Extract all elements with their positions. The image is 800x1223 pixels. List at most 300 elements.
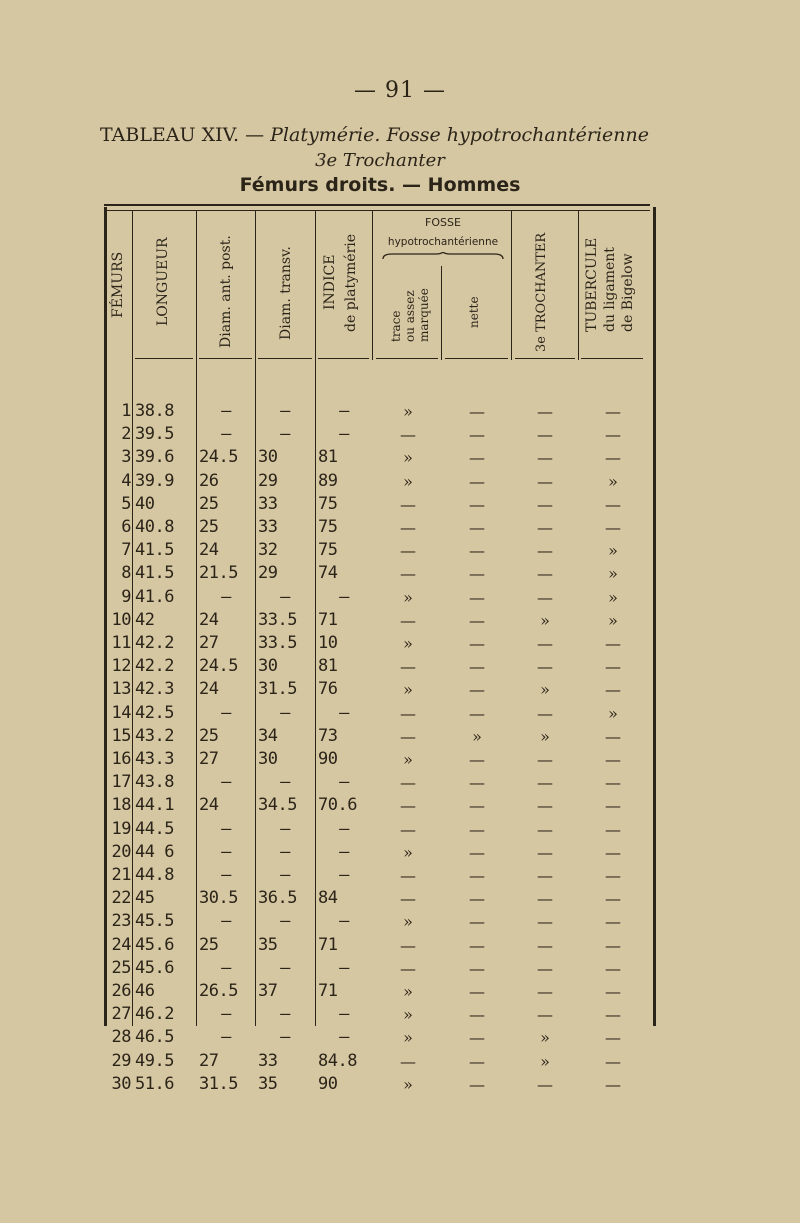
table-cell-tub: — [605, 1005, 621, 1025]
table-cell-ap: — [221, 586, 231, 607]
table-cell-n: 6 [121, 517, 131, 537]
table-cell-troch: — [537, 1074, 553, 1094]
table-cell-tr: — [280, 702, 290, 723]
table-cell-nette: — [469, 402, 485, 421]
table-cell-tub: — [605, 866, 621, 885]
table-cell-tub: — [605, 982, 621, 1001]
table-cell-nette: — [469, 1028, 485, 1048]
table-cell-tub: — [605, 518, 621, 537]
table-cell-n: 15 [111, 725, 131, 746]
table-heading: Fémurs droits. — Hommes [239, 174, 521, 196]
page-number: — 91 — [354, 78, 446, 103]
table-cell-ind: 81 [318, 447, 338, 468]
table-cell-nette: — [469, 819, 485, 839]
table-cell-ap: 24.5 [199, 656, 238, 677]
table-cell-ap: 24 [199, 679, 219, 700]
table-cell-nette: — [469, 1051, 485, 1071]
table-cell-tr: 33 [258, 1050, 278, 1071]
table-cell-tub: — [605, 889, 621, 909]
table-cell-len: 42.2 [135, 633, 174, 653]
header-rule [199, 358, 252, 359]
table-cell-troch: — [537, 842, 553, 862]
table-cell-ind: 10 [318, 633, 338, 653]
header-fosse-sub: hypotrochantérienne [387, 236, 499, 248]
table-cell-len: 42.3 [135, 679, 174, 700]
table-cell-tub: — [605, 773, 621, 793]
table-cell-tub: — [605, 448, 621, 468]
table-cell-ind: — [339, 586, 349, 607]
table-cell-nette: — [469, 657, 485, 677]
table-cell-tub: — [605, 726, 621, 746]
header-nette: nette [467, 296, 481, 328]
table-cell-tr: — [280, 957, 290, 978]
table-cell-trace: — [400, 610, 416, 630]
header-rule [376, 358, 438, 359]
table-cell-troch: — [537, 657, 553, 677]
column-divider [255, 210, 256, 1026]
table-cell-tub: — [605, 1051, 621, 1071]
table-cell-troch: — [537, 494, 553, 514]
table-cell-n: 14 [111, 702, 131, 723]
table-cell-tr: — [280, 772, 290, 793]
table-cell-trace: » [403, 842, 413, 862]
table-cell-tr: 29 [258, 563, 278, 584]
column-divider [196, 210, 197, 1026]
table-cell-nette: — [469, 1074, 485, 1094]
table-cell-nette: — [469, 425, 485, 445]
table-cell-ind: 90 [318, 1073, 338, 1094]
table-cell-trace: » [403, 912, 413, 932]
header-fosse: FOSSE [425, 216, 461, 229]
table-cell-len: 41.6 [135, 586, 174, 607]
table-cell-ap: 26.5 [199, 981, 238, 1001]
table-cell-tub: — [605, 402, 621, 421]
table-cell-len: 39.5 [135, 424, 174, 445]
table-cell-len: 46.2 [135, 1004, 174, 1025]
table-cell-tub: » [608, 610, 618, 630]
table-cell-tr: 29 [258, 470, 278, 491]
table-cell-ind: 71 [318, 981, 338, 1001]
table-cell-tub: — [605, 657, 621, 677]
table-cell-nette: — [469, 1005, 485, 1025]
table-cell-tr: 31.5 [258, 679, 297, 700]
table-cell-tub: — [605, 634, 621, 653]
header-tubercule: TUBERCULE [584, 237, 600, 332]
table-cell-tr: — [280, 865, 290, 885]
table-cell-ap: — [221, 772, 231, 793]
table-cell-trace: » [403, 587, 413, 607]
table-cell-tub: — [605, 796, 621, 816]
table-cell-n: 30 [111, 1073, 131, 1094]
table-cell-ind: 90 [318, 749, 338, 769]
table-cell-n: 24 [111, 934, 131, 955]
header-rule [445, 358, 508, 359]
header-diam-transv: Diam. transv. [278, 246, 294, 340]
table-cell-ap: — [221, 401, 231, 421]
table-cell-trace: » [403, 471, 413, 491]
table-cell-len: 45.6 [135, 934, 174, 955]
table-cell-n: 7 [121, 540, 131, 561]
table-cell-ap: — [221, 1027, 231, 1048]
table-cell-tub: — [605, 958, 621, 978]
table-cell-ind: 71 [318, 934, 338, 955]
table-cell-n: 9 [121, 586, 131, 607]
table-cell-troch: — [537, 912, 553, 932]
table-cell-trace: » [403, 1028, 413, 1048]
table-cell-n: 29 [111, 1050, 131, 1071]
table-cell-trace: — [400, 935, 416, 955]
column-divider [315, 210, 316, 1026]
table-cell-tr: 34.5 [258, 795, 297, 816]
table-cell-len: 44.5 [135, 818, 174, 839]
table-cell-trace: — [400, 657, 416, 677]
table-cell-trace: » [403, 1005, 413, 1025]
header-trochanter: 3e TROCHANTER [534, 232, 549, 352]
table-cell-ind: 76 [318, 679, 338, 700]
table-cell-ind: — [339, 841, 349, 862]
table-cell-troch: » [540, 1051, 550, 1071]
table-cell-len: 46.5 [135, 1027, 174, 1048]
table-cell-ap: 25 [199, 934, 219, 955]
table-cell-trace: » [403, 402, 413, 421]
table-cell-trace: » [403, 982, 413, 1001]
table-cell-tr: 33.5 [258, 633, 297, 653]
table-cell-nette: — [469, 680, 485, 700]
table-cell-len: 38.8 [135, 401, 174, 421]
table-cell-len: 45 [135, 888, 155, 909]
header-femurs: FÉMURS [110, 251, 126, 318]
table-cell-ap: 30.5 [199, 888, 238, 909]
table-cell-tub: — [605, 425, 621, 445]
table-cell-troch: — [537, 471, 553, 491]
table-cell-ind: — [339, 424, 349, 445]
table-cell-n: 22 [111, 888, 131, 909]
table-cell-trace: » [403, 750, 413, 769]
table-cell-ind: — [339, 1004, 349, 1025]
table-title-prefix: TABLEAU XIV. — [100, 124, 271, 146]
table-cell-tub: — [605, 680, 621, 700]
table-cell-ap: 24 [199, 540, 219, 561]
column-divider [578, 210, 579, 360]
table-cell-n: 27 [111, 1004, 131, 1025]
table-cell-ap: — [221, 841, 231, 862]
table-cell-trace: — [400, 703, 416, 723]
table-cell-ap: 31.5 [199, 1073, 238, 1094]
table-cell-trace: » [403, 634, 413, 653]
table-cell-n: 11 [111, 633, 131, 653]
table-cell-ap: — [221, 1004, 231, 1025]
table-cell-len: 45.6 [135, 957, 174, 978]
table-cell-troch: — [537, 703, 553, 723]
table-cell-n: 8 [121, 563, 131, 584]
table-cell-nette: — [469, 842, 485, 862]
table-cell-troch: — [537, 564, 553, 584]
column-divider [132, 210, 133, 1026]
header-tubercule-2: du ligament [602, 247, 618, 332]
table-cell-ind: 70.6 [318, 795, 357, 816]
table-cell-trace: — [400, 773, 416, 793]
table-cell-tub: — [605, 1028, 621, 1048]
table-cell-ind: 84.8 [318, 1050, 357, 1071]
header-rule [135, 358, 193, 359]
table-cell-troch: — [537, 889, 553, 909]
table-cell-troch: — [537, 796, 553, 816]
table-cell-ap: — [221, 911, 231, 932]
table-cell-troch: — [537, 773, 553, 793]
table-cell-tr: — [280, 818, 290, 839]
table-cell-nette: — [469, 866, 485, 885]
column-divider [511, 210, 512, 360]
table-cell-troch: — [537, 935, 553, 955]
table-cell-len: 44.1 [135, 795, 174, 816]
table-cell-tub: » [608, 471, 618, 491]
table-cell-nette: — [469, 541, 485, 561]
table-cell-len: 43.8 [135, 772, 174, 793]
table-cell-trace: — [400, 819, 416, 839]
table-cell-nette: — [469, 587, 485, 607]
table-cell-nette: — [469, 750, 485, 769]
table-subtitle: 3e Trochanter [315, 150, 445, 171]
table-cell-ap: 26 [199, 470, 219, 491]
table-cell-tub: — [605, 842, 621, 862]
table-cell-trace: — [400, 541, 416, 561]
table-cell-ap: — [221, 702, 231, 723]
table-cell-n: 20 [111, 841, 131, 862]
table-cell-len: 41.5 [135, 563, 174, 584]
table-cell-ind: — [339, 1027, 349, 1048]
table-cell-n: 4 [121, 470, 131, 491]
column-divider [441, 266, 442, 360]
table-title-italic: Platymérie. Fosse hypotrochantérienne [270, 124, 649, 146]
table-cell-len: 42.2 [135, 656, 174, 677]
table-cell-n: 5 [121, 493, 131, 514]
table-cell-trace: » [403, 680, 413, 700]
table-cell-n: 10 [111, 609, 131, 630]
table-cell-tr: — [280, 586, 290, 607]
header-diam-ant-post: Diam. ant. post. [218, 235, 234, 348]
table-cell-nette: — [469, 471, 485, 491]
table-cell-trace: — [400, 866, 416, 885]
header-rule [318, 358, 369, 359]
table-cell-ind: 74 [318, 563, 338, 584]
table-cell-n: 25 [111, 957, 131, 978]
table-cell-ap: 25 [199, 517, 219, 537]
header-indice: INDICE [322, 254, 338, 310]
table-cell-len: 42.5 [135, 702, 174, 723]
table-cell-ind: — [339, 957, 349, 978]
table-cell-len: 49.5 [135, 1050, 174, 1071]
table-cell-tr: — [280, 911, 290, 932]
table-cell-nette: — [469, 518, 485, 537]
table-cell-ind: 73 [318, 725, 338, 746]
table-cell-troch: — [537, 866, 553, 885]
table-cell-tr: 30 [258, 749, 278, 769]
table-title [100, 124, 700, 146]
table-cell-ap: — [221, 957, 231, 978]
table-cell-trace: — [400, 726, 416, 746]
table-cell-trace: — [400, 494, 416, 514]
table-cell-tub: — [605, 912, 621, 932]
table-cell-len: 42 [135, 609, 155, 630]
table-cell-ap: — [221, 818, 231, 839]
table-cell-nette: — [469, 564, 485, 584]
table-cell-tr: 36.5 [258, 888, 297, 909]
table-cell-tub: » [608, 703, 618, 723]
table-cell-len: 44 6 [135, 841, 174, 862]
table-cell-trace: — [400, 1051, 416, 1071]
table-cell-tr: 30 [258, 447, 278, 468]
table-cell-len: 46 [135, 981, 155, 1001]
table-cell-len: 39.9 [135, 470, 174, 491]
table-cell-nette: — [469, 889, 485, 909]
table-cell-troch: — [537, 750, 553, 769]
table-cell-trace: — [400, 889, 416, 909]
table-cell-ind: 71 [318, 609, 338, 630]
table-cell-tub: — [605, 494, 621, 514]
table-cell-nette: — [469, 703, 485, 723]
table-cell-tub: — [605, 750, 621, 769]
header-trace: trace [389, 310, 403, 342]
table-cell-trace: — [400, 518, 416, 537]
header-trace-2: ou assez [403, 290, 417, 342]
table-cell-tub: — [605, 935, 621, 955]
table-cell-len: 43.3 [135, 749, 174, 769]
table-cell-ap: 24 [199, 795, 219, 816]
table-cell-nette: — [469, 935, 485, 955]
table-cell-troch: — [537, 634, 553, 653]
table-cell-ap: — [221, 424, 231, 445]
table-cell-ap: 27 [199, 633, 219, 653]
table-cell-ind: — [339, 818, 349, 839]
table-cell-troch: — [537, 958, 553, 978]
table-cell-trace: — [400, 425, 416, 445]
table-cell-tr: 33.5 [258, 609, 297, 630]
header-brace [382, 252, 504, 260]
table-cell-tr: — [280, 424, 290, 445]
table-cell-ind: 75 [318, 540, 338, 561]
table-cell-tr: — [280, 401, 290, 421]
table-cell-tub: » [608, 541, 618, 561]
header-trace-3: marquée [417, 288, 431, 342]
table-cell-nette: — [469, 912, 485, 932]
table-cell-n: 2 [121, 424, 131, 445]
table-cell-tr: 35 [258, 1073, 278, 1094]
table-cell-troch: — [537, 448, 553, 468]
table-cell-nette: — [469, 773, 485, 793]
table-cell-trace: — [400, 564, 416, 584]
table-cell-n: 3 [121, 447, 131, 468]
table-cell-ind: — [339, 865, 349, 885]
table-cell-ap: 27 [199, 749, 219, 769]
table-cell-nette: — [469, 494, 485, 514]
table-cell-tr: 30 [258, 656, 278, 677]
table-cell-n: 26 [111, 981, 131, 1001]
table-cell-troch: » [540, 1028, 550, 1048]
table-cell-ap: 21.5 [199, 563, 238, 584]
table-cell-n: 18 [111, 795, 131, 816]
table-cell-len: 43.2 [135, 725, 174, 746]
table-cell-ind: — [339, 772, 349, 793]
header-tubercule-3: de Bigelow [620, 253, 636, 332]
table-cell-tr: 37 [258, 981, 278, 1001]
table-cell-len: 41.5 [135, 540, 174, 561]
table-cell-troch: — [537, 541, 553, 561]
table-cell-n: 23 [111, 911, 131, 932]
table-cell-n: 19 [111, 818, 131, 839]
table-cell-len: 45.5 [135, 911, 174, 932]
table-cell-len: 44.8 [135, 865, 174, 885]
table-cell-n: 28 [111, 1027, 131, 1048]
table-cell-troch: — [537, 518, 553, 537]
table-cell-n: 1 [121, 401, 131, 421]
table-cell-ap: 24 [199, 609, 219, 630]
table-cell-troch: — [537, 1005, 553, 1025]
table-cell-tr: 33 [258, 517, 278, 537]
column-divider [372, 210, 373, 360]
table-cell-tr: 32 [258, 540, 278, 561]
table-cell-n: 21 [111, 865, 131, 885]
table-cell-ap: — [221, 865, 231, 885]
table-cell-trace: — [400, 796, 416, 816]
table-cell-ap: 24.5 [199, 447, 238, 468]
table-cell-n: 13 [111, 679, 131, 700]
table-cell-tr: — [280, 1027, 290, 1048]
table-cell-trace: — [400, 958, 416, 978]
header-rule [581, 358, 643, 359]
table-cell-ind: — [339, 702, 349, 723]
table-cell-len: 39.6 [135, 447, 174, 468]
table-cell-ind: — [339, 401, 349, 421]
header-longueur: LONGUEUR [155, 237, 171, 326]
table-cell-tr: 35 [258, 934, 278, 955]
header-rule [515, 358, 575, 359]
table-cell-nette: — [469, 796, 485, 816]
table-cell-troch: » [540, 726, 550, 746]
table-cell-ap: 25 [199, 725, 219, 746]
table-cell-ap: 25 [199, 493, 219, 514]
table-cell-nette: — [469, 448, 485, 468]
table-cell-tr: — [280, 1004, 290, 1025]
table-cell-troch: — [537, 982, 553, 1001]
table-cell-ind: — [339, 911, 349, 932]
header-indice-sub: de platymérie [343, 233, 359, 332]
table-cell-nette: — [469, 610, 485, 630]
table-cell-n: 17 [111, 772, 131, 793]
table-cell-tr: 33 [258, 493, 278, 514]
table-cell-troch: » [540, 610, 550, 630]
table-cell-nette: — [469, 958, 485, 978]
table-cell-troch: — [537, 819, 553, 839]
table-cell-trace: » [403, 1074, 413, 1094]
table-cell-ap: 27 [199, 1050, 219, 1071]
table-cell-tub: — [605, 1074, 621, 1094]
table-cell-ind: 89 [318, 470, 338, 491]
table-cell-trace: » [403, 448, 413, 468]
table-cell-len: 40.8 [135, 517, 174, 537]
table-cell-n: 16 [111, 749, 131, 769]
table-cell-tub: » [608, 564, 618, 584]
table-cell-len: 40 [135, 493, 155, 514]
table-cell-troch: — [537, 402, 553, 421]
table-cell-tub: » [608, 587, 618, 607]
table-cell-troch: » [540, 680, 550, 700]
table-cell-len: 51.6 [135, 1073, 174, 1094]
table-cell-ind: 84 [318, 888, 338, 909]
table-cell-ind: 75 [318, 517, 338, 537]
table-cell-nette: » [472, 726, 482, 746]
table-cell-troch: — [537, 425, 553, 445]
table-cell-tr: 34 [258, 725, 278, 746]
